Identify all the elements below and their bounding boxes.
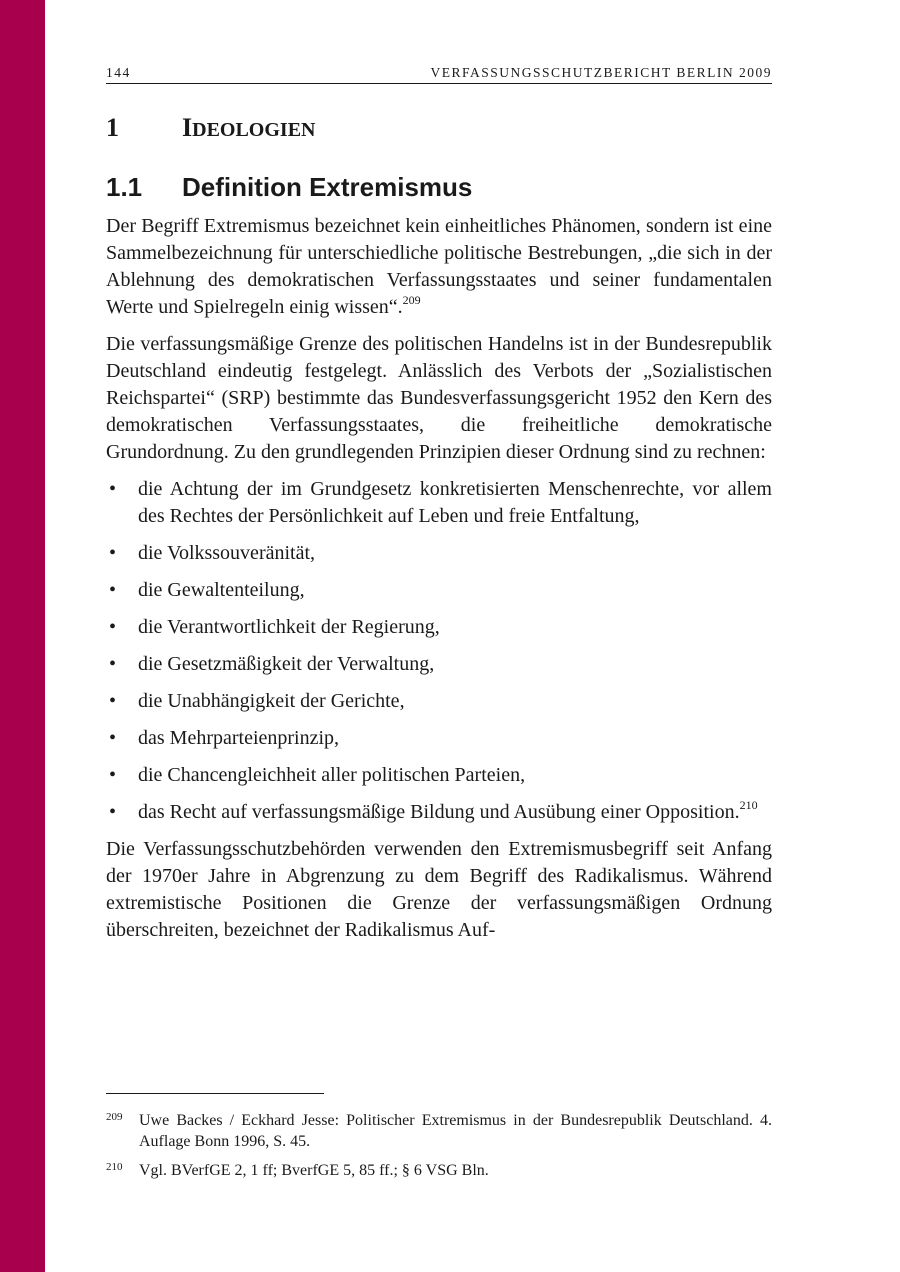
footnote-210 bbox=[106, 1160, 772, 1181]
list-item-text: die Gesetzmäßigkeit der Verwaltung, bbox=[138, 653, 435, 675]
list-item-text: das Mehrparteienprinzip, bbox=[138, 727, 340, 749]
bullet-icon: • bbox=[109, 542, 117, 564]
list-item bbox=[106, 725, 772, 752]
principles-list bbox=[106, 476, 772, 826]
list-item-text: die Achtung der im Grundgesetz konkretisierten Menschenrechte, vor allem des Rechtes der Persönlichkeit auf Leben und freie Entfaltung, bbox=[138, 478, 772, 527]
section-title: Definition Extremismus bbox=[182, 172, 473, 202]
bullet-icon: • bbox=[109, 727, 117, 749]
list-item-text: die Unabhängigkeit der Gerichte, bbox=[138, 690, 405, 712]
list-item bbox=[106, 540, 772, 567]
footnote-text: Uwe Backes / Eckhard Jesse: Politischer Extremismus in der Bundesrepublik Deutschland. 4. Auflage Bonn 1996, S. 45. bbox=[139, 1112, 772, 1150]
footnote-mark: 209 bbox=[106, 1111, 123, 1123]
bullet-icon: • bbox=[109, 690, 117, 712]
bullet-icon: • bbox=[109, 801, 117, 823]
chapter-heading bbox=[106, 113, 315, 143]
footnotes bbox=[106, 1110, 772, 1189]
margin-color-band bbox=[0, 0, 45, 1272]
footnote-mark: 210 bbox=[106, 1161, 123, 1173]
list-item-text: die Gewaltenteilung, bbox=[138, 579, 305, 601]
list-item bbox=[106, 577, 772, 604]
bullet-icon: • bbox=[109, 579, 117, 601]
chapter-title-initial: I bbox=[182, 113, 193, 142]
list-item bbox=[106, 651, 772, 678]
section-heading bbox=[106, 172, 472, 203]
list-item bbox=[106, 799, 772, 826]
section-number: 1.1 bbox=[106, 172, 143, 202]
bullet-icon: • bbox=[109, 616, 117, 638]
running-header bbox=[106, 63, 772, 84]
chapter-number: 1 bbox=[106, 113, 119, 142]
list-item-text: die Verantwortlichkeit der Regierung, bbox=[138, 616, 440, 638]
list-item-text: die Volkssouveränität, bbox=[138, 542, 316, 564]
chapter-title-rest: DEOLOGIEN bbox=[192, 119, 316, 141]
footnote-ref-210[interactable]: 210 bbox=[739, 798, 758, 812]
list-item bbox=[106, 688, 772, 715]
paragraph-definition bbox=[106, 213, 772, 321]
footnote-ref-209[interactable]: 209 bbox=[402, 293, 421, 307]
footnote-text: Vgl. BVerfGE 2, 1 ff; BverfGE 5, 85 ff.; § 6 VSG Bln. bbox=[139, 1162, 489, 1179]
list-item bbox=[106, 476, 772, 530]
list-item-text: die Chancengleichheit aller politischen Parteien, bbox=[138, 764, 526, 786]
list-item bbox=[106, 614, 772, 641]
list-item-text: das Recht auf verfassungsmäßige Bildung und Ausübung einer Opposition. bbox=[138, 801, 740, 823]
footnote-divider bbox=[106, 1093, 324, 1094]
footnote-209 bbox=[106, 1110, 772, 1152]
body-text bbox=[106, 213, 772, 954]
paragraph-text: Der Begriff Extremismus bezeichnet kein einheitliches Phänomen, sondern ist eine Sammelbezeichnung für unterschiedliche politische Bestrebungen, „die sich in der Ablehnung des demokratischen Verfassungsstaates und seiner fundamentalen Werte und Spielregeln einig wissen“. bbox=[106, 215, 772, 318]
bullet-icon: • bbox=[109, 764, 117, 786]
list-item bbox=[106, 762, 772, 789]
bullet-icon: • bbox=[109, 478, 117, 500]
page-number: 144 bbox=[106, 65, 131, 80]
bullet-icon: • bbox=[109, 653, 117, 675]
paragraph-constitutional-limit: Die verfassungsmäßige Grenze des politischen Handelns ist in der Bundesrepublik Deutschland eindeutig festgelegt. Anlässlich des Verbots der „Sozialistischen Reichspartei“ (SRP) bestimmte das Bundesverfassungsgericht 1952 den Kern des demokratischen Verfassungsstaates, die freiheitliche demokratische Grundordnung. Zu den grundlegenden Prinzipien dieser Ordnung sind zu rechnen: bbox=[106, 333, 772, 463]
paragraph-extremism-vs-radicalism: Die Verfassungsschutzbehörden verwenden den Extremismusbegriff seit Anfang der 1970er Jahre in Abgrenzung zu dem Begriff des Radikalismus. Während extremistische Positionen die Grenze der verfassungsmäßigen Ordnung überschreiten, bezeichnet der Radikalismus Auf- bbox=[106, 838, 772, 941]
running-title: VERFASSUNGSSCHUTZBERICHT BERLIN 2009 bbox=[430, 65, 772, 80]
